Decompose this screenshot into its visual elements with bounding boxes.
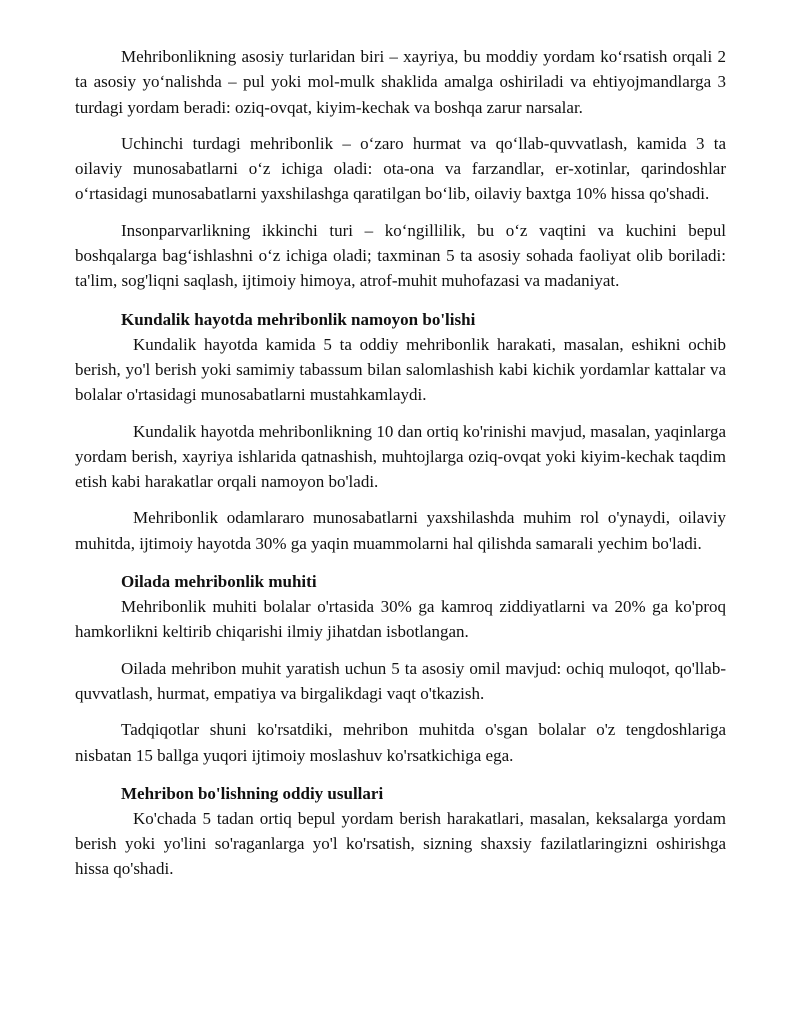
section1-paragraph-1: Kundalik hayotda kamida 5 ta oddiy mehribonlik harakati, masalan, eshikni ochib berish, yo'l berish yoki samimiy tabassum bilan salomlashish kabi kichik yordamlar kattalar va bolalar o'rtasidagi munosabatlarni mustahkamlaydi. — [75, 334, 726, 405]
intro-paragraph-1: Mehribonlikning asosiy turlaridan biri – xayriya, bu moddiy yordam ko‘rsatish orqali 2 ta asosiy yo‘nalishda – pul yoki mol-mulk shaklida amalga oshiriladi va ehtiyojmandlarga 3 turdagi yordam beradi: oziq-ovqat, kiyim-kechak va boshqa zarur narsalar. — [75, 47, 726, 117]
section-heading-daily-life: Kundalik hayotda mehribonlik namoyon bo'lishi — [121, 309, 476, 329]
document-page — [75, 44, 726, 882]
intro-paragraph-3: Insonparvarlikning ikkinchi turi – ko‘ngillilik, bu o‘z vaqtini va kuchini bepul boshqalarga bag‘ishlashni o‘z ichiga oladi; taxminan 5 ta asosiy sohada faoliyat olib boriladi: ta'lim, sog'liqni saqlash, ijtimoiy himoya, atrof-muhit muhofazasi va madaniyat. — [75, 220, 726, 291]
section2-paragraph-2: Oilada mehribon muhit yaratish uchun 5 ta asosiy omil mavjud: ochiq muloqot, qo'llab-quvvatlash, hurmat, empatiya va birgalikdagi vaqt o'tkazish. — [75, 658, 726, 703]
intro-paragraph-2: Uchinchi turdagi mehribonlik – o‘zaro hurmat va qo‘llab-quvvatlash, kamida 3 ta oilaviy munosabatlarni o‘z ichiga oladi: ota-ona va farzandlar, er-xotinlar, qarindoshlar o‘rtasidagi munosabatlarni yaxshilashga qaratilgan bo‘lib, oilaviy baxtga 10% hissa qo'shadi. — [75, 133, 726, 204]
section1-paragraph-2: Kundalik hayotda mehribonlikning 10 dan ortiq ko'rinishi mavjud, masalan, yaqinlarga yordam berish, xayriya ishlarida qatnashish, muhtojlarga oziq-ovqat yoki kiyim-kechak taqdim etish kabi harakatlar orqali namoyon bo'ladi. — [75, 421, 726, 492]
section2-paragraph-1: Mehribonlik muhiti bolalar o'rtasida 30% ga kamroq ziddiyatlarni va 20% ga ko'proq hamkorlikni keltirib chiqarishi ilmiy jihatdan isbotlangan. — [75, 597, 726, 642]
section-heading-simple-ways: Mehribon bo'lishning oddiy usullari — [121, 783, 384, 803]
section3-paragraph-1: Ko'chada 5 tadan ortiq bepul yordam berish harakatlari, masalan, keksalarga yordam berish yoki yo'lini so'raganlarga yo'l ko'rsatish, sizning shaxsiy fazilatlaringizni oshirishga hissa qo'shadi. — [75, 808, 726, 879]
section2-paragraph-3: Tadqiqotlar shuni ko'rsatdiki, mehribon muhitda o'sgan bolalar o'z tengdoshlariga nisbatan 15 ballga yuqori ijtimoiy moslashuv ko'rsatkichiga ega. — [75, 720, 726, 765]
section-heading-family: Oilada mehribonlik muhiti — [121, 572, 317, 592]
section1-paragraph-3: Mehribonlik odamlararo munosabatlarni yaxshilashda muhim rol o'ynaydi, oilaviy muhitda, ijtimoiy hayotda 30% ga yaqin muammolarni hal qilishda samarali yechim bo'ladi. — [75, 508, 726, 553]
